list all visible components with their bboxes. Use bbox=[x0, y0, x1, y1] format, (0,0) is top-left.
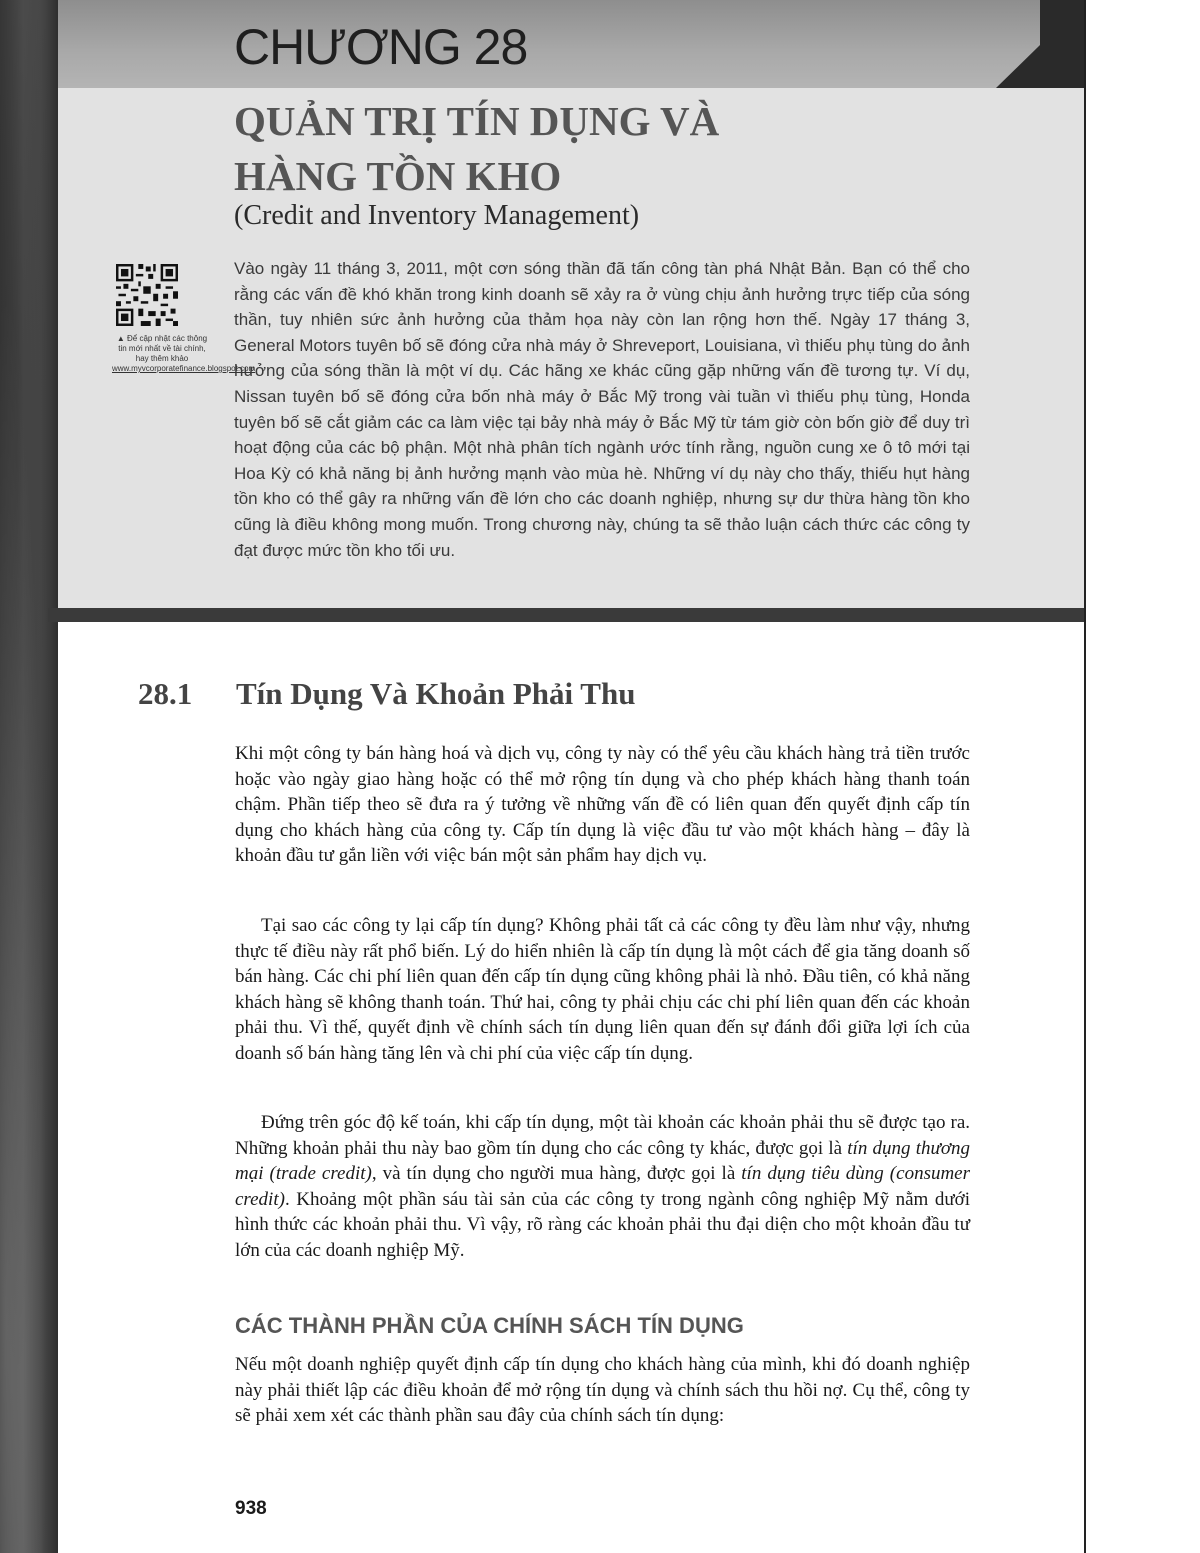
p3-text-c: . Khoảng một phần sáu tài sản của các công ty trong ngành công nghiệp Mỹ nằm dưới hình thức các khoản phải thu. Vì vậy, rõ ràng các khoản phải thu đại diện cho một khoản đầu tư lớn của các doanh nghiệp Mỹ. bbox=[235, 1188, 970, 1261]
body-paragraph-2: Tại sao các công ty lại cấp tín dụng? Không phải tất cả các công ty đều làm như vậy, nhưng thực tế điều này rất phổ biến. Lý do hiển nhiên là cấp tín dụng là một cách để gia tăng doanh số bán hàng. Các chi phí liên quan đến cấp tín dụng cũng không phải là nhỏ. Đầu tiên, có khả năng khách hàng sẽ không thanh toán. Thứ hai, công ty phải chịu các chi phí liên quan đến các khoản phải thu. Vì thế, quyết định về chính sách tín dụng liên quan đến sự đánh đổi giữa lợi ích của doanh số bán hàng tăng lên và chi phí của việc cấp tín dụng. bbox=[235, 915, 970, 1064]
binding-shadow bbox=[0, 0, 58, 1553]
p3-text-b: , và tín dụng cho người mua hàng, được gọi là bbox=[371, 1163, 742, 1185]
qr-code-icon[interactable] bbox=[116, 264, 178, 326]
page-edge bbox=[1084, 0, 1086, 1553]
page-number: 938 bbox=[235, 1498, 267, 1519]
qr-side-note bbox=[112, 334, 256, 374]
chapter-intro-paragraph: Vào ngày 11 tháng 3, 2011, một cơn sóng thần đã tấn công tàn phá Nhật Bản. Bạn có thể cho rằng các vấn đề khó khăn trong kinh doanh sẽ xảy ra ở vùng chịu ảnh hưởng trực tiếp của sóng thần, tuy nhiên sức ảnh hưởng của thảm họa này còn lan rộng hơn thế. Ngày 17 tháng 3, General Motors tuyên bố sẽ đóng cửa nhà máy ở Shreveport, Louisiana, vì thiếu phụ tùng do ảnh hưởng của sóng thần là một ví dụ. Các hãng xe khác cũng gặp những vấn đề tương tự. Ví dụ, Nissan tuyên bố sẽ đóng cửa bốn nhà máy ở Bắc Mỹ trong vài tuần vì thiếu phụ tùng, Honda tuyên bố sẽ cắt giảm các ca làm việc tại bảy nhà máy ở Bắc Mỹ từ tám giờ còn bốn giờ để duy trì hoạt động của các bộ phận. Một nhà phân tích ngành ước tính rằng, nguồn cung xe ô tô mới tại Hoa Kỳ có khả năng bị ảnh hưởng mạnh vào mùa hè. Những ví dụ này cho thấy, thiếu hụt hàng tồn kho có thể gây ra những vấn đề lớn cho các doanh nghiệp, nhưng sự dư thừa hàng tồn kho cũng là điều không mong muốn. Trong chương này, chúng ta sẽ thảo luận cách thức các công ty đạt được mức tồn kho tối ưu. bbox=[234, 259, 970, 560]
chapter-subtitle: (Credit and Inventory Management) bbox=[234, 200, 640, 231]
section-title: Tín Dụng Và Khoản Phải Thu bbox=[236, 676, 636, 711]
intro-band-divider bbox=[48, 608, 1086, 622]
p3-text-a: Đứng trên góc độ kế toán, khi cấp tín dụng, một tài khoản các khoản phải thu sẽ được tạo ra. Những khoản phải thu này bao gồm tín dụng cho các công ty khác, được gọi là bbox=[235, 1112, 970, 1159]
body-paragraph-1: Khi một công ty bán hàng hoá và dịch vụ, công ty này có thể yêu cầu khách hàng trả tiền trước hoặc vào ngày giao hàng hoặc có thể mở rộng tín dụng và cho phép khách hàng thanh toán chậm. Phần tiếp theo sẽ đưa ra ý tưởng về những vấn đề có liên quan đến quyết định cấp tín dụng cho khách hàng của công ty. Cấp tín dụng là việc đầu tư vào một khách hàng – đây là khoản đầu tư gắn liền với việc bán một sản phẩm hay dịch vụ. bbox=[235, 743, 970, 867]
section-number: 28.1 bbox=[138, 676, 193, 711]
chapter-number: CHƯƠNG 28 bbox=[234, 19, 528, 75]
side-note-link[interactable]: www.myvcorporatefinance.blogspot.com bbox=[112, 364, 256, 373]
chapter-title bbox=[234, 94, 934, 204]
corner-decoration-fill bbox=[1040, 0, 1086, 88]
subsection-heading: CÁC THÀNH PHẦN CỦA CHÍNH SÁCH TÍN DỤNG bbox=[235, 1313, 744, 1338]
term-trade-credit: tín dụng thương mại (trade credit) bbox=[235, 1137, 970, 1185]
body-paragraph-3 bbox=[235, 1110, 970, 1264]
chapter-title-line1: QUẢN TRỊ TÍN DỤNG VÀ bbox=[234, 98, 720, 144]
side-note-text: ▲ Để cập nhật các thông tin mới nhất về tài chính, hay thêm khảo bbox=[116, 334, 208, 363]
chapter-title-line2: HÀNG TỒN KHO bbox=[234, 153, 562, 199]
term-consumer-credit: tín dụng tiêu dùng (consumer credit) bbox=[235, 1163, 971, 1210]
chapter-header-band bbox=[58, 0, 1086, 88]
body-paragraph-4: Nếu một doanh nghiệp quyết định cấp tín dụng cho khách hàng của mình, khi đó doanh nghiệp này phải thiết lập các điều khoản để mở rộng tín dụng và chính sách thu hồi nợ. Cụ thể, công ty sẽ phải xem xét các thành phần sau đây của chính sách tín dụng: bbox=[235, 1354, 970, 1427]
